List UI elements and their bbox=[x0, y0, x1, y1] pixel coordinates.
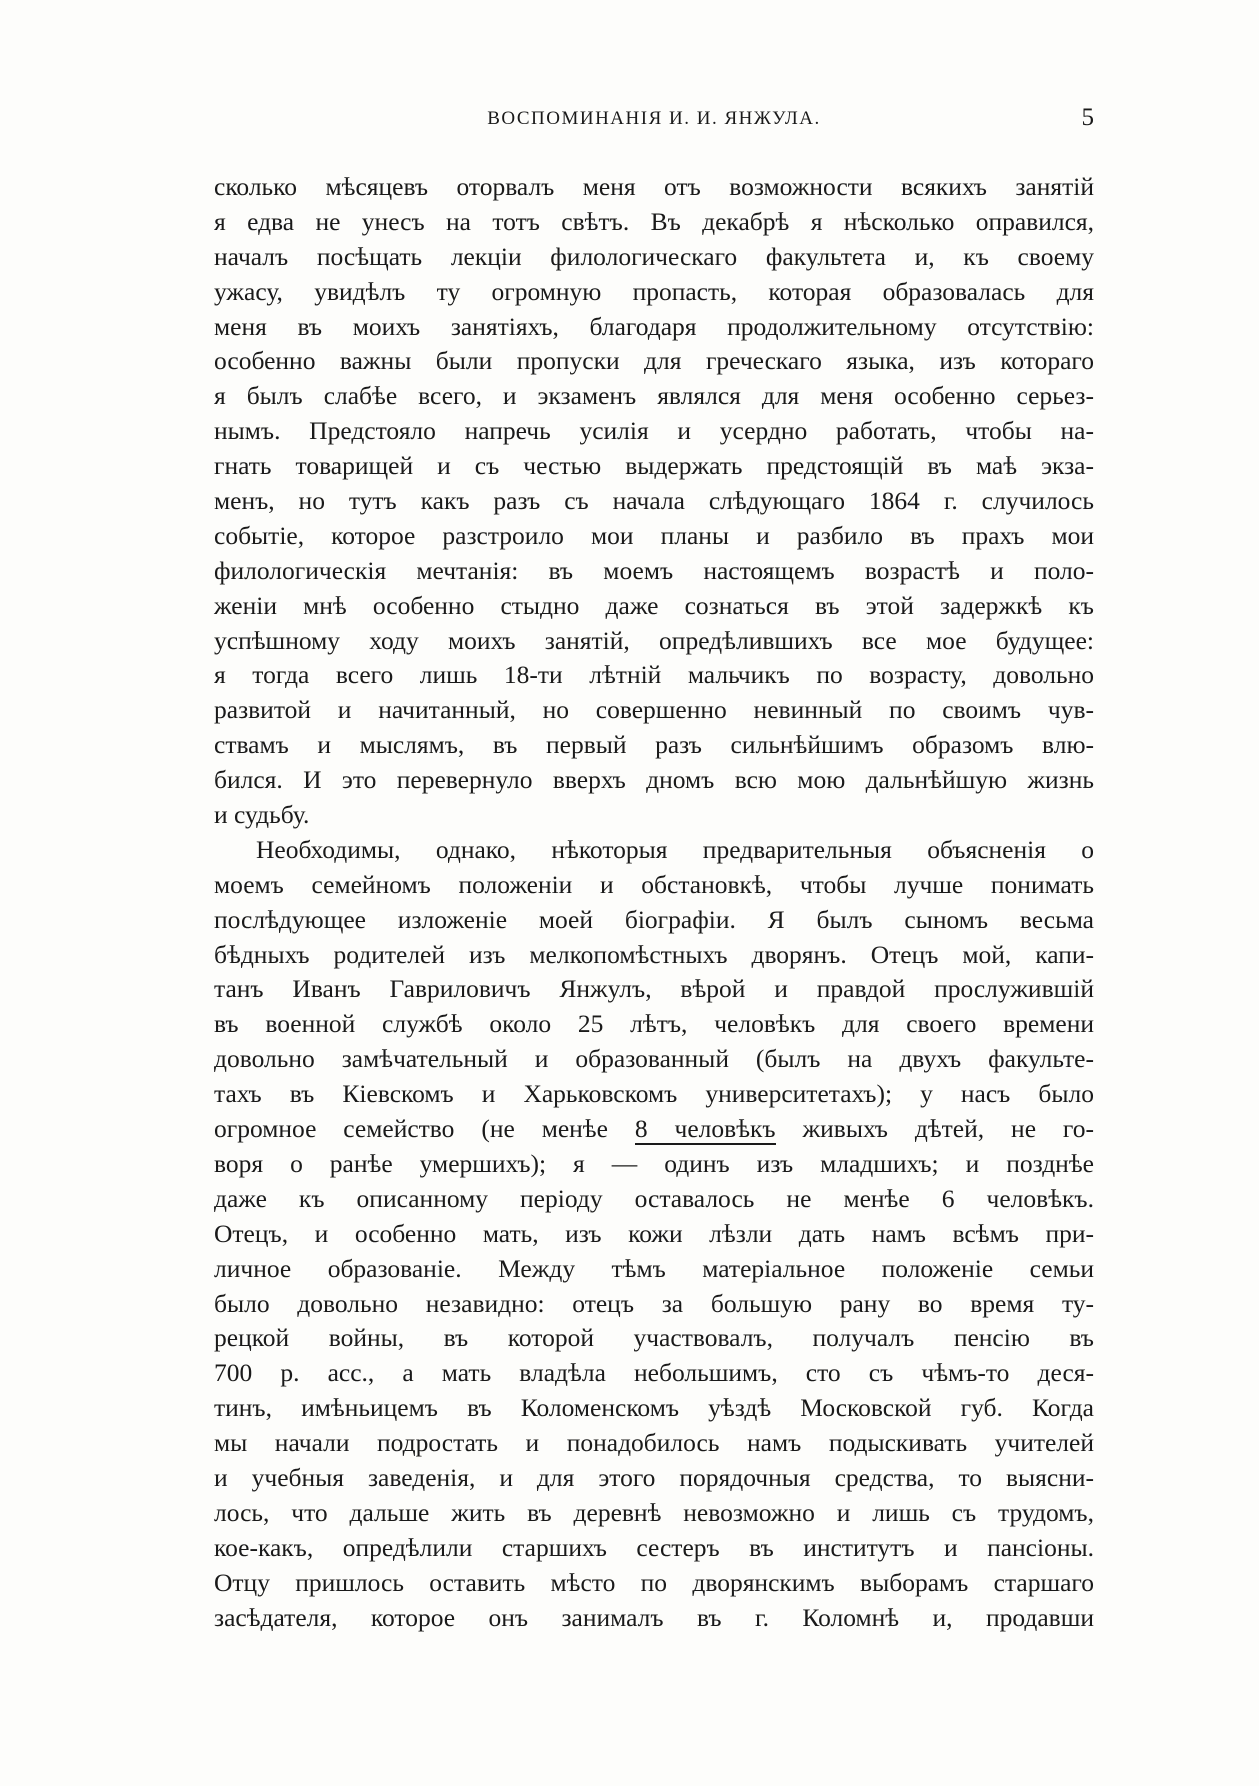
text-line: личное образованіе. Между тѣмъ матеріальное положеніе семьи bbox=[214, 1253, 1094, 1283]
text-line: я едва не унесъ на тотъ свѣтъ. Въ декабрѣ я нѣсколько оправился, bbox=[214, 206, 1094, 236]
page-number: 5 bbox=[1081, 104, 1094, 131]
body-text bbox=[214, 170, 1094, 1635]
text-line: сколько мѣсяцевъ оторвалъ меня отъ возможности всякихъ занятій bbox=[214, 172, 1094, 201]
text-line: началъ посѣщать лекціи филологическаго факультета и, къ своему bbox=[214, 241, 1094, 271]
underlined-phrase: 8 человѣкъ bbox=[634, 1114, 776, 1144]
text-line: моемъ семейномъ положеніи и обстановкѣ, чтобы лучше понимать bbox=[214, 869, 1094, 899]
paragraph-1 bbox=[214, 170, 1094, 833]
text-line: тахъ въ Кіевскомъ и Харьковскомъ университетахъ); у насъ было bbox=[214, 1079, 1094, 1109]
text-line: я тогда всего лишь 18-ти лѣтній мальчикъ по возрасту, довольно bbox=[214, 660, 1094, 690]
text-line: Отецъ, и особенно мать, изъ кожи лѣзли дать намъ всѣмъ при- bbox=[214, 1218, 1094, 1248]
text-line: Отцу пришлось оставить мѣсто по дворянскимъ выборамъ старшаго bbox=[214, 1567, 1094, 1597]
text-line: танъ Иванъ Гавриловичъ Янжулъ, вѣрой и правдой прослужившій bbox=[214, 974, 1094, 1004]
text-line: кое-какъ, опредѣлили старшихъ сестеръ въ институтъ и пансіоны. bbox=[214, 1532, 1094, 1562]
text-line: гнать товарищей и съ честью выдержать предстоящій въ маѣ экза- bbox=[214, 451, 1094, 481]
paragraph-2 bbox=[214, 833, 1094, 1635]
text-line: рецкой войны, въ которой участвовалъ, получалъ пенсію въ bbox=[214, 1323, 1094, 1353]
running-title: ВОСПОМИНАНІЯ И. И. ЯНЖУЛА. bbox=[487, 108, 821, 129]
text-line: ужасу, увидѣлъ ту огромную пропасть, которая образовалась для bbox=[214, 276, 1094, 306]
line-segment: живыхъ дѣтей, не го- bbox=[775, 1114, 1094, 1144]
text-line: даже къ описанному періоду оставалось не менѣе 6 человѣкъ. bbox=[214, 1183, 1094, 1213]
text-line: событіе, которое разстроило мои планы и разбило въ прахъ мои bbox=[214, 520, 1094, 550]
text-line-underlined bbox=[214, 1112, 1094, 1147]
text-line: ствамъ и мыслямъ, въ первый разъ сильнѣйшимъ образомъ влю- bbox=[214, 730, 1094, 760]
page-header bbox=[214, 104, 1094, 148]
text-line: 700 р. асс., а мать владѣла небольшимъ, сто съ чѣмъ-то деся- bbox=[214, 1358, 1094, 1388]
text-line: особенно важны были пропуски для греческаго языка, изъ котораго bbox=[214, 346, 1094, 376]
text-line: Необходимы, однако, нѣкоторыя предварительныя объясненія о bbox=[256, 834, 1094, 864]
text-line: успѣшному ходу моихъ занятій, опредѣлившихъ все мое будущее: bbox=[214, 625, 1094, 655]
line-segment: огромное семейство (не менѣе bbox=[214, 1114, 635, 1144]
text-line: довольно замѣчательный и образованный (былъ на двухъ факульте- bbox=[214, 1044, 1094, 1074]
text-line: менъ, но тутъ какъ разъ съ начала слѣдующаго 1864 г. случилось bbox=[214, 486, 1094, 516]
text-line: женіи мнѣ особенно стыдно даже сознаться въ этой задержкѣ къ bbox=[214, 590, 1094, 620]
text-line: меня въ моихъ занятіяхъ, благодаря продолжительному отсутствію: bbox=[214, 311, 1094, 341]
text-line: послѣдующее изложеніе моей біографіи. Я былъ сыномъ весьма bbox=[214, 904, 1094, 934]
text-line: филологическія мечтанія: въ моемъ настоящемъ возрастѣ и поло- bbox=[214, 555, 1094, 585]
text-line: воря о ранѣе умершихъ); я — одинъ изъ младшихъ; и позднѣе bbox=[214, 1148, 1094, 1178]
text-line: бѣдныхъ родителей изъ мелкопомѣстныхъ дворянъ. Отецъ мой, капи- bbox=[214, 939, 1094, 969]
text-line: тинъ, имѣньицемъ въ Коломенскомъ уѣздѣ Московской губ. Когда bbox=[214, 1393, 1094, 1423]
text-line: лось, что дальше жить въ деревнѣ невозможно и лишь съ трудомъ, bbox=[214, 1497, 1094, 1527]
text-line: засѣдателя, которое онъ занималъ въ г. Коломнѣ и, продавши bbox=[214, 1602, 1094, 1632]
text-line: было довольно незавидно: отецъ за большую рану во время ту- bbox=[214, 1288, 1094, 1318]
text-line: нымъ. Предстояло напречь усилія и усердно работать, чтобы на- bbox=[214, 416, 1094, 446]
text-line: развитой и начитанный, но совершенно невинный по своимъ чув- bbox=[214, 695, 1094, 725]
text-line: мы начали подростать и понадобилось намъ подыскивать учителей bbox=[214, 1428, 1094, 1458]
text-line: и учебныя заведенія, и для этого порядочныя средства, то выясни- bbox=[214, 1462, 1094, 1492]
text-line: въ военной службѣ около 25 лѣтъ, человѣкъ для своего времени bbox=[214, 1009, 1094, 1039]
text-line: бился. И это перевернуло вверхъ дномъ всю мою дальнѣйшую жизнь bbox=[214, 765, 1094, 795]
text-line: я былъ слабѣе всего, и экзаменъ являлся для меня особенно серьез- bbox=[214, 381, 1094, 411]
text-line: и судьбу. bbox=[214, 800, 310, 830]
